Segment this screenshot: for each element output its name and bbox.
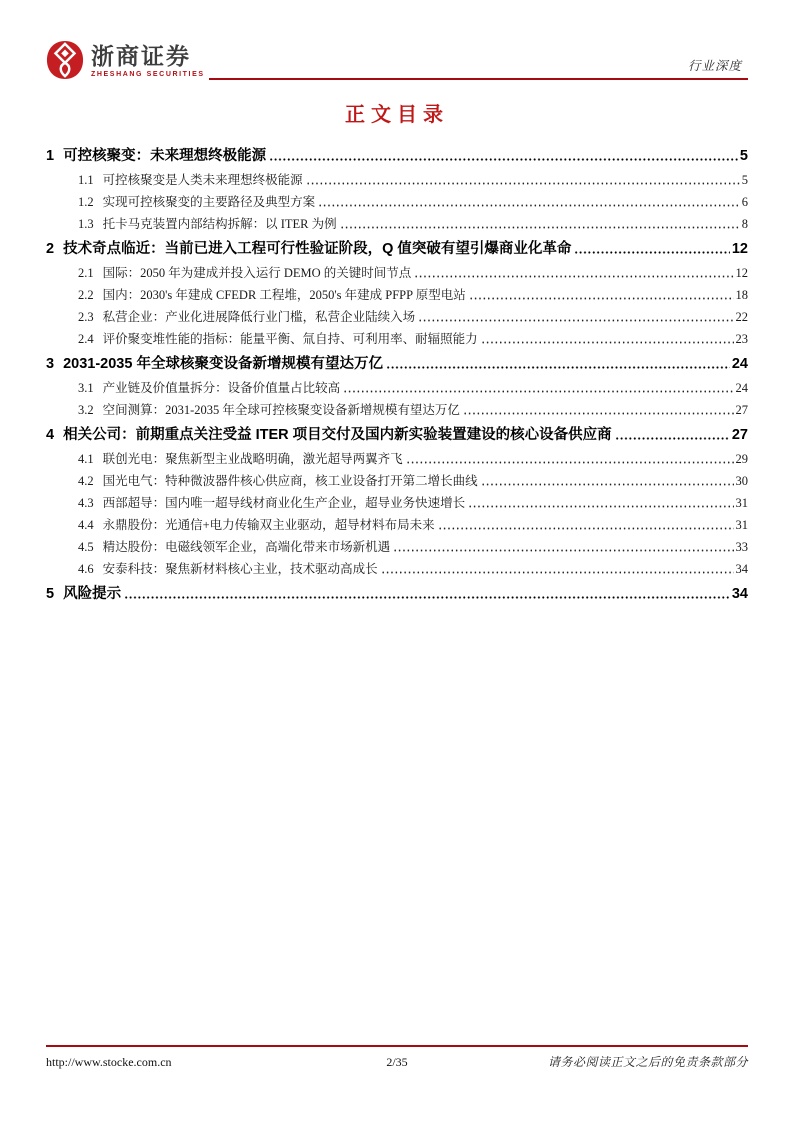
footer-page-number: 2/35 (386, 1055, 408, 1069)
toc-entry-section[interactable] (46, 420, 748, 447)
brand-text (91, 43, 205, 78)
page-footer (46, 1045, 748, 1070)
toc-dot-leader (468, 505, 733, 508)
toc-entry-page: 34 (731, 586, 748, 602)
toc-entry-title: 托卡马克装置内部结构拆解：以 ITER 为例 (102, 217, 337, 231)
toc-entry-title: 实现可控核聚变的主要路径及典型方案 (102, 195, 316, 209)
toc-dot-leader (269, 158, 738, 161)
page-title: 正文目录 (345, 104, 449, 126)
toc-entry-title: 技术奇点临近：当前已进入工程可行性验证阶段，Q 值突破有望引爆商业化革命 (63, 241, 572, 257)
toc-dot-leader (381, 571, 734, 574)
toc-entry-title: 2031-2035 年全球核聚变设备新增规模有望达万亿 (63, 356, 383, 372)
toc-entry-number: 1.3 (78, 217, 94, 231)
toc-dot-leader (438, 527, 734, 530)
toc-entry-number: 4.2 (78, 474, 94, 488)
toc-entry-number: 2.1 (78, 266, 94, 280)
toc-entry-number: 2.4 (78, 332, 94, 346)
toc-entry-sub[interactable] (46, 168, 748, 190)
toc-dot-leader (481, 483, 734, 486)
toc-entry-sub[interactable] (46, 513, 748, 535)
toc-dot-leader (406, 461, 734, 464)
header-right (209, 56, 748, 80)
toc-entry-sub[interactable] (46, 447, 748, 469)
toc-entry-page: 5 (741, 173, 748, 187)
toc-entry-number: 3.1 (78, 381, 94, 395)
toc-dot-leader (306, 182, 740, 185)
toc-dot-leader (463, 412, 734, 415)
toc-entry-title: 风险提示 (63, 586, 122, 602)
toc-entry-number: 4 (46, 427, 55, 443)
toc-entry-sub[interactable] (46, 469, 748, 491)
zheshang-logo-icon (46, 40, 84, 80)
toc-entry-page: 6 (741, 195, 748, 209)
toc-dot-leader (414, 275, 733, 278)
toc-entry-page: 18 (735, 288, 748, 302)
toc-dot-leader (469, 297, 734, 300)
toc-entry-title: 私营企业：产业化进展降低行业门槛，私营企业陆续入场 (102, 310, 416, 324)
toc-entry-title: 产业链及价值量拆分：设备价值量占比较高 (102, 381, 341, 395)
report-type-label: 行业深度 (687, 59, 742, 73)
toc-entry-sub[interactable] (46, 190, 748, 212)
toc-entry-sub[interactable] (46, 283, 748, 305)
toc-entry-page: 29 (735, 452, 748, 466)
toc-entry-section[interactable] (46, 349, 748, 376)
footer-rule (46, 1045, 748, 1047)
brand-name-cn: 浙商证券 (91, 42, 191, 69)
toc-entry-page: 31 (735, 518, 748, 532)
toc-entry-title: 相关公司：前期重点关注受益 ITER 项目交付及国内新实验装置建设的核心设备供应商 (63, 427, 612, 443)
toc-entry-number: 3.2 (78, 403, 94, 417)
toc-entry-page: 12 (731, 241, 748, 257)
toc-entry-page: 30 (735, 474, 748, 488)
toc-entry-number: 4.5 (78, 540, 94, 554)
toc-dot-leader (124, 596, 730, 599)
toc-entry-sub[interactable] (46, 327, 748, 349)
toc-entry-sub[interactable] (46, 261, 748, 283)
toc-dot-leader (318, 204, 740, 207)
toc-entry-title: 国内：2030's 年建成 CFEDR 工程堆，2050's 年建成 PFPP 原型电站 (102, 288, 466, 302)
toc-entry-sub[interactable] (46, 491, 748, 513)
toc-entry-section[interactable] (46, 234, 748, 261)
toc-dot-leader (615, 437, 730, 440)
toc-dot-leader (418, 319, 733, 322)
toc-entry-page: 24 (735, 381, 748, 395)
toc-entry-number: 4.4 (78, 518, 94, 532)
toc-entry-number: 2.3 (78, 310, 94, 324)
toc-entry-number: 4.1 (78, 452, 94, 466)
toc-entry-number: 2 (46, 241, 55, 257)
toc-entry-title: 精达股份：电磁线领军企业，高端化带来市场新机遇 (102, 540, 391, 554)
toc-entry-page: 27 (731, 427, 748, 443)
toc-entry-number: 1 (46, 148, 55, 164)
footer-url-link[interactable]: http://www.stocke.com.cn (46, 1055, 172, 1069)
toc-entry-page: 34 (735, 562, 748, 576)
toc-entry-sub[interactable] (46, 212, 748, 234)
brand-logo (46, 40, 205, 80)
toc-entry-title: 评价聚变堆性能的指标：能量平衡、氚自持、可利用率、耐辐照能力 (102, 332, 478, 346)
toc-entry-page: 12 (735, 266, 748, 280)
toc-entry-title: 国光电气：特种微波器件核心供应商，核工业设备打开第二增长曲线 (102, 474, 478, 488)
toc-entry-number: 4.6 (78, 562, 94, 576)
toc-entry-page: 23 (735, 332, 748, 346)
toc-entry-number: 5 (46, 586, 55, 602)
toc-entry-sub[interactable] (46, 376, 748, 398)
toc-entry-page: 31 (735, 496, 748, 510)
toc-entry-page: 27 (735, 403, 748, 417)
toc-entry-title: 国际：2050 年为建成并投入运行 DEMO 的关键时间节点 (102, 266, 412, 280)
toc-entry-title: 空间测算：2031-2035 年全球可控核聚变设备新增规模有望达万亿 (102, 403, 460, 417)
toc-entry-page: 5 (739, 148, 748, 164)
toc-dot-leader (340, 226, 740, 229)
toc-dot-leader (386, 366, 730, 369)
toc-entry-section[interactable] (46, 141, 748, 168)
toc-dot-leader (393, 549, 733, 552)
toc-dot-leader (343, 390, 733, 393)
toc-entry-title: 西部超导：国内唯一超导线材商业化生产企业，超导业务快速增长 (102, 496, 466, 510)
footer-disclaimer: 请务必阅读正文之后的免责条款部分 (547, 1055, 748, 1069)
toc-list (46, 141, 748, 606)
toc-entry-page: 24 (731, 356, 748, 372)
toc-entry-title: 永鼎股份：光通信+电力传输双主业驱动，超导材料布局未来 (102, 518, 435, 532)
toc-dot-leader (481, 341, 734, 344)
toc-entry-title: 联创光电：聚焦新型主业战略明确，激光超导两翼齐飞 (102, 452, 403, 466)
toc-entry-number: 4.3 (78, 496, 94, 510)
toc-entry-number: 2.2 (78, 288, 94, 302)
toc-entry-sub[interactable] (46, 398, 748, 420)
toc-entry-number: 1.2 (78, 195, 94, 209)
toc-entry-title: 可控核聚变是人类未来理想终极能源 (102, 173, 303, 187)
toc-entry-number: 1.1 (78, 173, 94, 187)
toc-entry-title: 安泰科技：聚焦新材料核心主业，技术驱动高成长 (102, 562, 378, 576)
toc-dot-leader (574, 251, 729, 254)
toc-entry-sub[interactable] (46, 557, 748, 579)
toc-entry-sub[interactable] (46, 305, 748, 327)
toc-entry-page: 8 (741, 217, 748, 231)
toc-entry-section[interactable] (46, 579, 748, 606)
toc-entry-number: 3 (46, 356, 55, 372)
toc-entry-title: 可控核聚变：未来理想终极能源 (63, 148, 267, 164)
toc-entry-page: 22 (735, 310, 748, 324)
toc-entry-page: 33 (735, 540, 748, 554)
page-header (46, 40, 748, 80)
footer-row (46, 1053, 748, 1070)
brand-name-en: ZHESHANG SECURITIES (91, 70, 205, 78)
header-rule (209, 78, 748, 80)
toc-entry-sub[interactable] (46, 535, 748, 557)
